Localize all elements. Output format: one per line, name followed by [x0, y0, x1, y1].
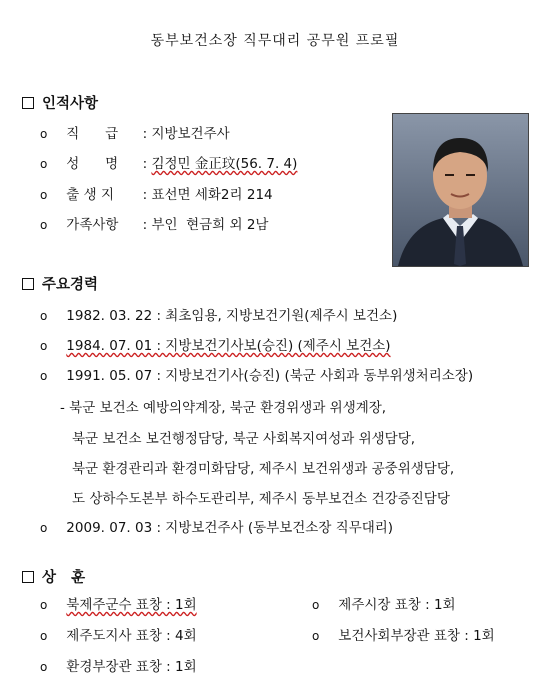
bullet-icon: o — [40, 598, 48, 612]
career-detail-text: - 북군 보건소 예방의약계장, 북군 환경위생과 위생계장, — [60, 400, 387, 416]
career-detail — [60, 396, 386, 416]
bullet-icon: o — [40, 521, 48, 535]
personal-name: o 성 명 : 김정민 金正玟(56. 7. 4) — [40, 152, 297, 172]
career-detail — [72, 487, 450, 507]
birthplace-value: 표선면 세화2리 214 — [151, 187, 273, 203]
bullet-icon: o — [40, 369, 48, 383]
checkbox-square-icon — [22, 571, 34, 583]
name-value: 김정민 金正玟(56. 7. 4) — [151, 156, 298, 172]
award-text: 북제주군수 표창 : 1회 — [66, 597, 197, 613]
award-item — [312, 593, 456, 613]
section-career — [22, 273, 98, 294]
section-awards-title: 상 훈 — [42, 570, 86, 586]
career-text: 2009. 07. 03 : 지방보건주사 (동부보건소장 직무대리) — [66, 520, 394, 536]
award-text: 제주시장 표창 : 1회 — [338, 597, 456, 613]
career-text: 1982. 03. 22 : 최초임용, 지방보건기원(제주시 보건소) — [66, 308, 398, 324]
bullet-icon: o — [40, 629, 48, 643]
career-detail — [72, 457, 454, 477]
career-detail-text: 도 상하수도본부 하수도관리부, 제주시 동부보건소 건강증진담당 — [72, 491, 450, 507]
section-personal-title: 인적사항 — [42, 96, 99, 112]
personal-birthplace: o 출 생 지 : 표선면 세화2리 214 — [40, 183, 273, 203]
career-detail-text: 북군 환경관리과 환경미화담당, 제주시 보건위생과 공중위생담당, — [72, 461, 455, 477]
birthplace-label: 출 생 지 — [66, 187, 115, 203]
career-text: 1991. 05. 07 : 지방보건기사(승진) (북군 사회과 동부위생처리소장) — [66, 368, 474, 384]
name-label: 성 명 — [66, 156, 119, 172]
section-personal — [22, 92, 98, 113]
career-item — [40, 334, 391, 354]
profile-photo — [392, 113, 529, 267]
career-item — [40, 364, 473, 384]
career-detail-text: 북군 보건소 보건행정담당, 북군 사회복지여성과 위생담당, — [72, 431, 416, 447]
personal-family: o 가족사항 : 부인 현금희 외 2남 — [40, 213, 268, 233]
family-value: 부인 현금희 외 2남 — [151, 217, 269, 233]
career-item — [40, 304, 397, 324]
rank-label: 직 급 — [66, 126, 119, 142]
section-awards — [22, 566, 85, 587]
award-item — [312, 624, 495, 644]
bullet-icon: o — [40, 218, 48, 232]
family-label: 가족사항 — [66, 217, 119, 233]
bullet-icon: o — [40, 309, 48, 323]
section-career-title: 주요경력 — [42, 277, 99, 293]
rank-value: 지방보건주사 — [151, 126, 230, 142]
bullet-icon: o — [40, 339, 48, 353]
career-detail — [72, 427, 415, 447]
bullet-icon: o — [40, 157, 48, 171]
award-text: 제주도지사 표창 : 4회 — [66, 628, 197, 644]
checkbox-square-icon — [22, 278, 34, 290]
award-text: 환경부장관 표창 : 1회 — [66, 659, 197, 675]
career-item — [40, 516, 393, 536]
portrait-illustration — [393, 114, 528, 266]
bullet-icon: o — [40, 188, 48, 202]
award-item — [40, 655, 197, 675]
bullet-icon: o — [312, 629, 320, 643]
checkbox-square-icon — [22, 97, 34, 109]
bullet-icon: o — [40, 660, 48, 674]
award-item — [40, 593, 197, 613]
document-title: 동부보건소장 직무대리 공무원 프로필 — [150, 33, 400, 49]
personal-rank: o 직 급 : 지방보건주사 — [40, 122, 230, 142]
bullet-icon: o — [40, 127, 48, 141]
award-item — [40, 624, 197, 644]
bullet-icon: o — [312, 598, 320, 612]
award-text: 보건사회부장관 표창 : 1회 — [338, 628, 495, 644]
career-text: 1984. 07. 01 : 지방보건기사보(승진) (제주시 보건소) — [66, 338, 391, 354]
